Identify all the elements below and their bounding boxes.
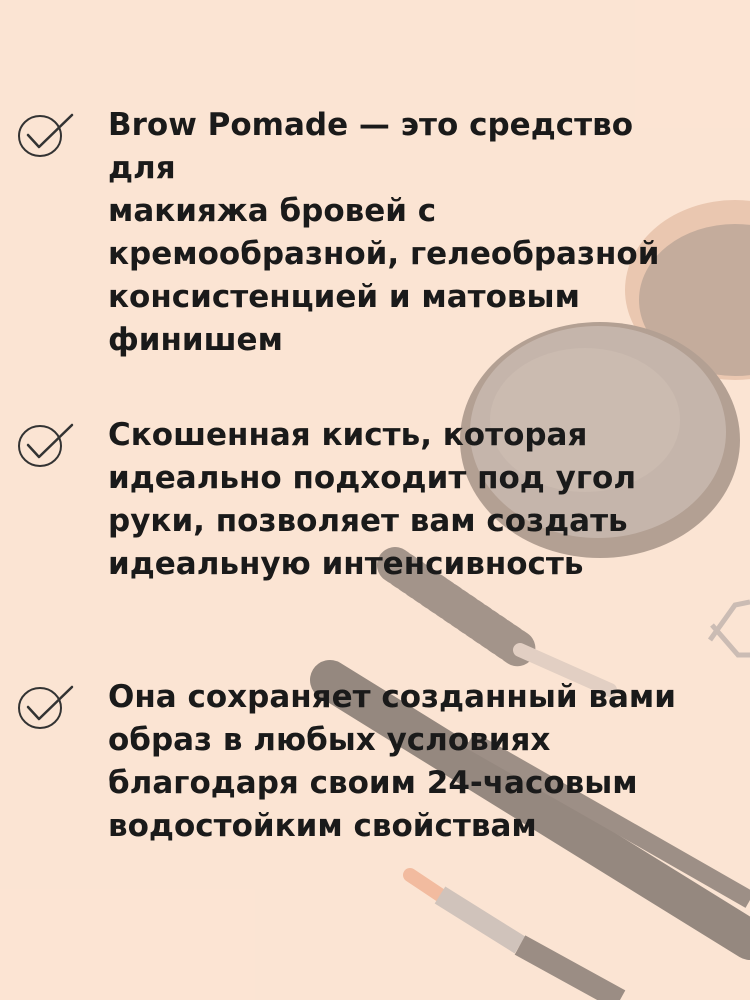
checkmark-circle-icon (14, 109, 78, 159)
checkmark-circle-icon (14, 419, 78, 469)
feature-text-3: Она сохраняет созданный вами образ в любых условиях благодаря своим 24-часовым водостойким свойствам (108, 679, 676, 844)
feature-text-1: Brow Pomade — это средство для макияжа бровей с кремообразной, гелеобразной консистенцией и матовым финишем (108, 107, 660, 358)
feature-text-2: Скошенная кисть, которая идеально подходит под угол руки, позволяет вам создать идеальную интенсивность (108, 417, 637, 582)
checkmark-circle-icon (14, 681, 78, 731)
